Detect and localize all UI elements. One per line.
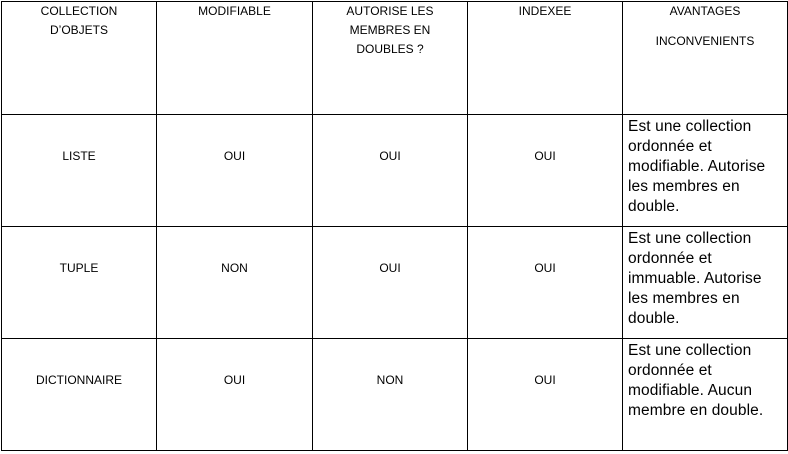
note-line: modifiable. Aucun	[628, 382, 753, 399]
header-autorise-line: MEMBRES EN	[349, 23, 431, 37]
header-avantages	[623, 2, 788, 115]
cell-collection: LISTE	[2, 115, 157, 227]
note-line: les membres en	[628, 290, 740, 307]
table-row	[2, 227, 788, 339]
header-modifiable-line: MODIFIABLE	[198, 4, 271, 18]
note-line: immuable. Autorise	[628, 270, 762, 287]
note-line: double.	[628, 198, 680, 215]
cell-note	[623, 339, 788, 451]
header-autorise-line: DOUBLES ?	[356, 42, 424, 56]
cell-autorise: OUI	[313, 227, 468, 339]
cell-autorise: NON	[313, 339, 468, 451]
note-line: ordonnée et	[628, 362, 712, 379]
note-line: ordonnée et	[628, 138, 712, 155]
cell-modifiable: OUI	[157, 339, 313, 451]
note-line: les membres en	[628, 178, 740, 195]
header-collection-line: COLLECTION	[40, 4, 118, 18]
header-autorise-line: AUTORISE LES	[346, 4, 434, 18]
cell-note	[623, 115, 788, 227]
header-avantages-line: INCONVENIENTS	[655, 34, 755, 48]
table-row	[2, 115, 788, 227]
cell-autorise: OUI	[313, 115, 468, 227]
note-line: modifiable. Autorise	[628, 158, 766, 175]
note-line: Est une collection	[628, 118, 752, 135]
table-row	[2, 339, 788, 451]
cell-indexee: OUI	[468, 339, 623, 451]
header-collection	[2, 2, 157, 115]
note-line: double.	[628, 310, 680, 327]
header-row	[2, 2, 788, 115]
header-autorise	[313, 2, 468, 115]
note-line: Est une collection	[628, 342, 752, 359]
header-indexee-line: INDEXEE	[518, 4, 572, 18]
cell-indexee: OUI	[468, 115, 623, 227]
header-indexee	[468, 2, 623, 115]
cell-collection: DICTIONNAIRE	[2, 339, 157, 451]
header-avantages-line: AVANTAGES	[669, 4, 741, 18]
cell-collection: TUPLE	[2, 227, 157, 339]
header-modifiable	[157, 2, 313, 115]
cell-modifiable: OUI	[157, 115, 313, 227]
note-line: Est une collection	[628, 230, 752, 247]
note-line: membre en double.	[628, 402, 764, 419]
comparison-table	[1, 1, 788, 451]
cell-indexee: OUI	[468, 227, 623, 339]
note-line: ordonnée et	[628, 250, 712, 267]
header-collection-line: D’OBJETS	[49, 23, 108, 37]
cell-note	[623, 227, 788, 339]
cell-modifiable: NON	[157, 227, 313, 339]
